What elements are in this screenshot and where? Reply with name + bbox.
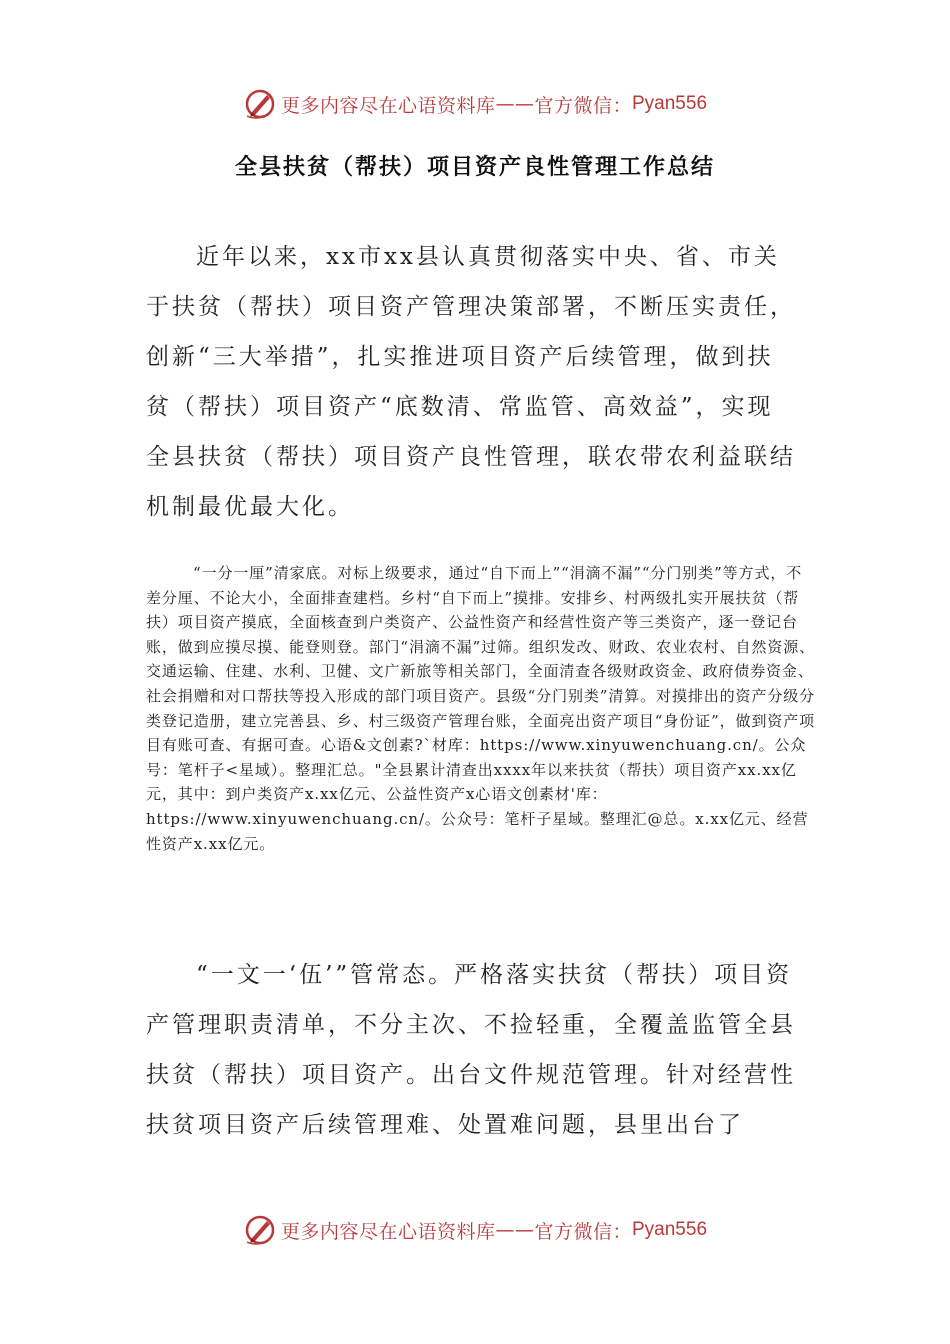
watermark-id: Pyan556 [632, 93, 708, 114]
watermark-id: Pyan556 [632, 1219, 708, 1240]
intro-paragraph: 近年以来，xx市xx县认真贯彻落实中央、省、市关于扶贫（帮扶）项目资产管理决策部署，不断压实责任，创新“三大举措”，扎实推进项目资产后续管理，做到扶贫（帮扶）项目资产“底数清、常监管、高效益”，实现全县扶贫（帮扶）项目资产良性管理，联农带农利益联结机制最优最大化。 [146, 244, 796, 520]
watermark-text: 更多内容尽在心语资料库 [280, 1220, 496, 1243]
pen-logo-icon [243, 1213, 277, 1247]
section-1-paragraph: “一分一厘”清家底。对标上级要求，通过“自下而上”“涓滴不漏”“分门别类”等方式，不差分厘、不论大小，全面排查建档。乡村“自下而上”摸排。安排乡、村两级扎实开展扶贫（帮扶）项目资产摸底，全面核查到户类资产、公益性资产和经营性资产等三类资产，逐一登记台账，做到应摸尽摸、能登则登。部门“涓滴不漏”过筛。组织发改、财政、农业农村、自然资源、交通运输、住建、水利、卫健、文广新旅等相关部门，全面清查各级财政资金、政府债券资金、社会捐赠和对口帮扶等投入形成的部门项目资产。县级“分门别类”清算。对摸排出的资产分级分类登记造册，建立完善县、乡、村三级资产管理台账，全面亮出资产项目“身份证”，做到资产项目有账可查、有据可查。心语&文创素?`材库：https://www.xinyuwenchuang.cn/。公众号：笔杆子<星域）。整理汇总。"全县累计清查出xxxx年以来扶贫（帮扶）项目资产xx.xx亿元，其中：到户类资产x.xx亿元、公益性资产x心语文创素材'库：https://www.xinyuwenchuang.cn/。公众号：笔杆子星域。整理汇@总。x.xx亿元、经营性资产x.xx亿元。 [146, 564, 816, 853]
section-2-paragraph: “一文一‘伍’”管常态。严格落实扶贫（帮扶）项目资产管理职责清单，不分主次、不捡轻重，全覆盖监管全县扶贫（帮扶）项目资产。出台文件规范管理。针对经营性扶贫项目资产后续管理难、处置难问题，县里出台了 [146, 962, 796, 1138]
header-watermark [0, 84, 950, 124]
document-title: 全县扶贫（帮扶）项目资产良性管理工作总结 [234, 154, 715, 180]
watermark-label: 官方微信： [534, 94, 632, 117]
watermark-separator: —— [495, 93, 535, 115]
watermark-text: 更多内容尽在心语资料库 [280, 94, 496, 117]
watermark-separator: —— [495, 1219, 535, 1241]
watermark-label: 官方微信： [534, 1220, 632, 1243]
pen-logo-icon [243, 87, 277, 121]
footer-watermark [0, 1210, 950, 1250]
